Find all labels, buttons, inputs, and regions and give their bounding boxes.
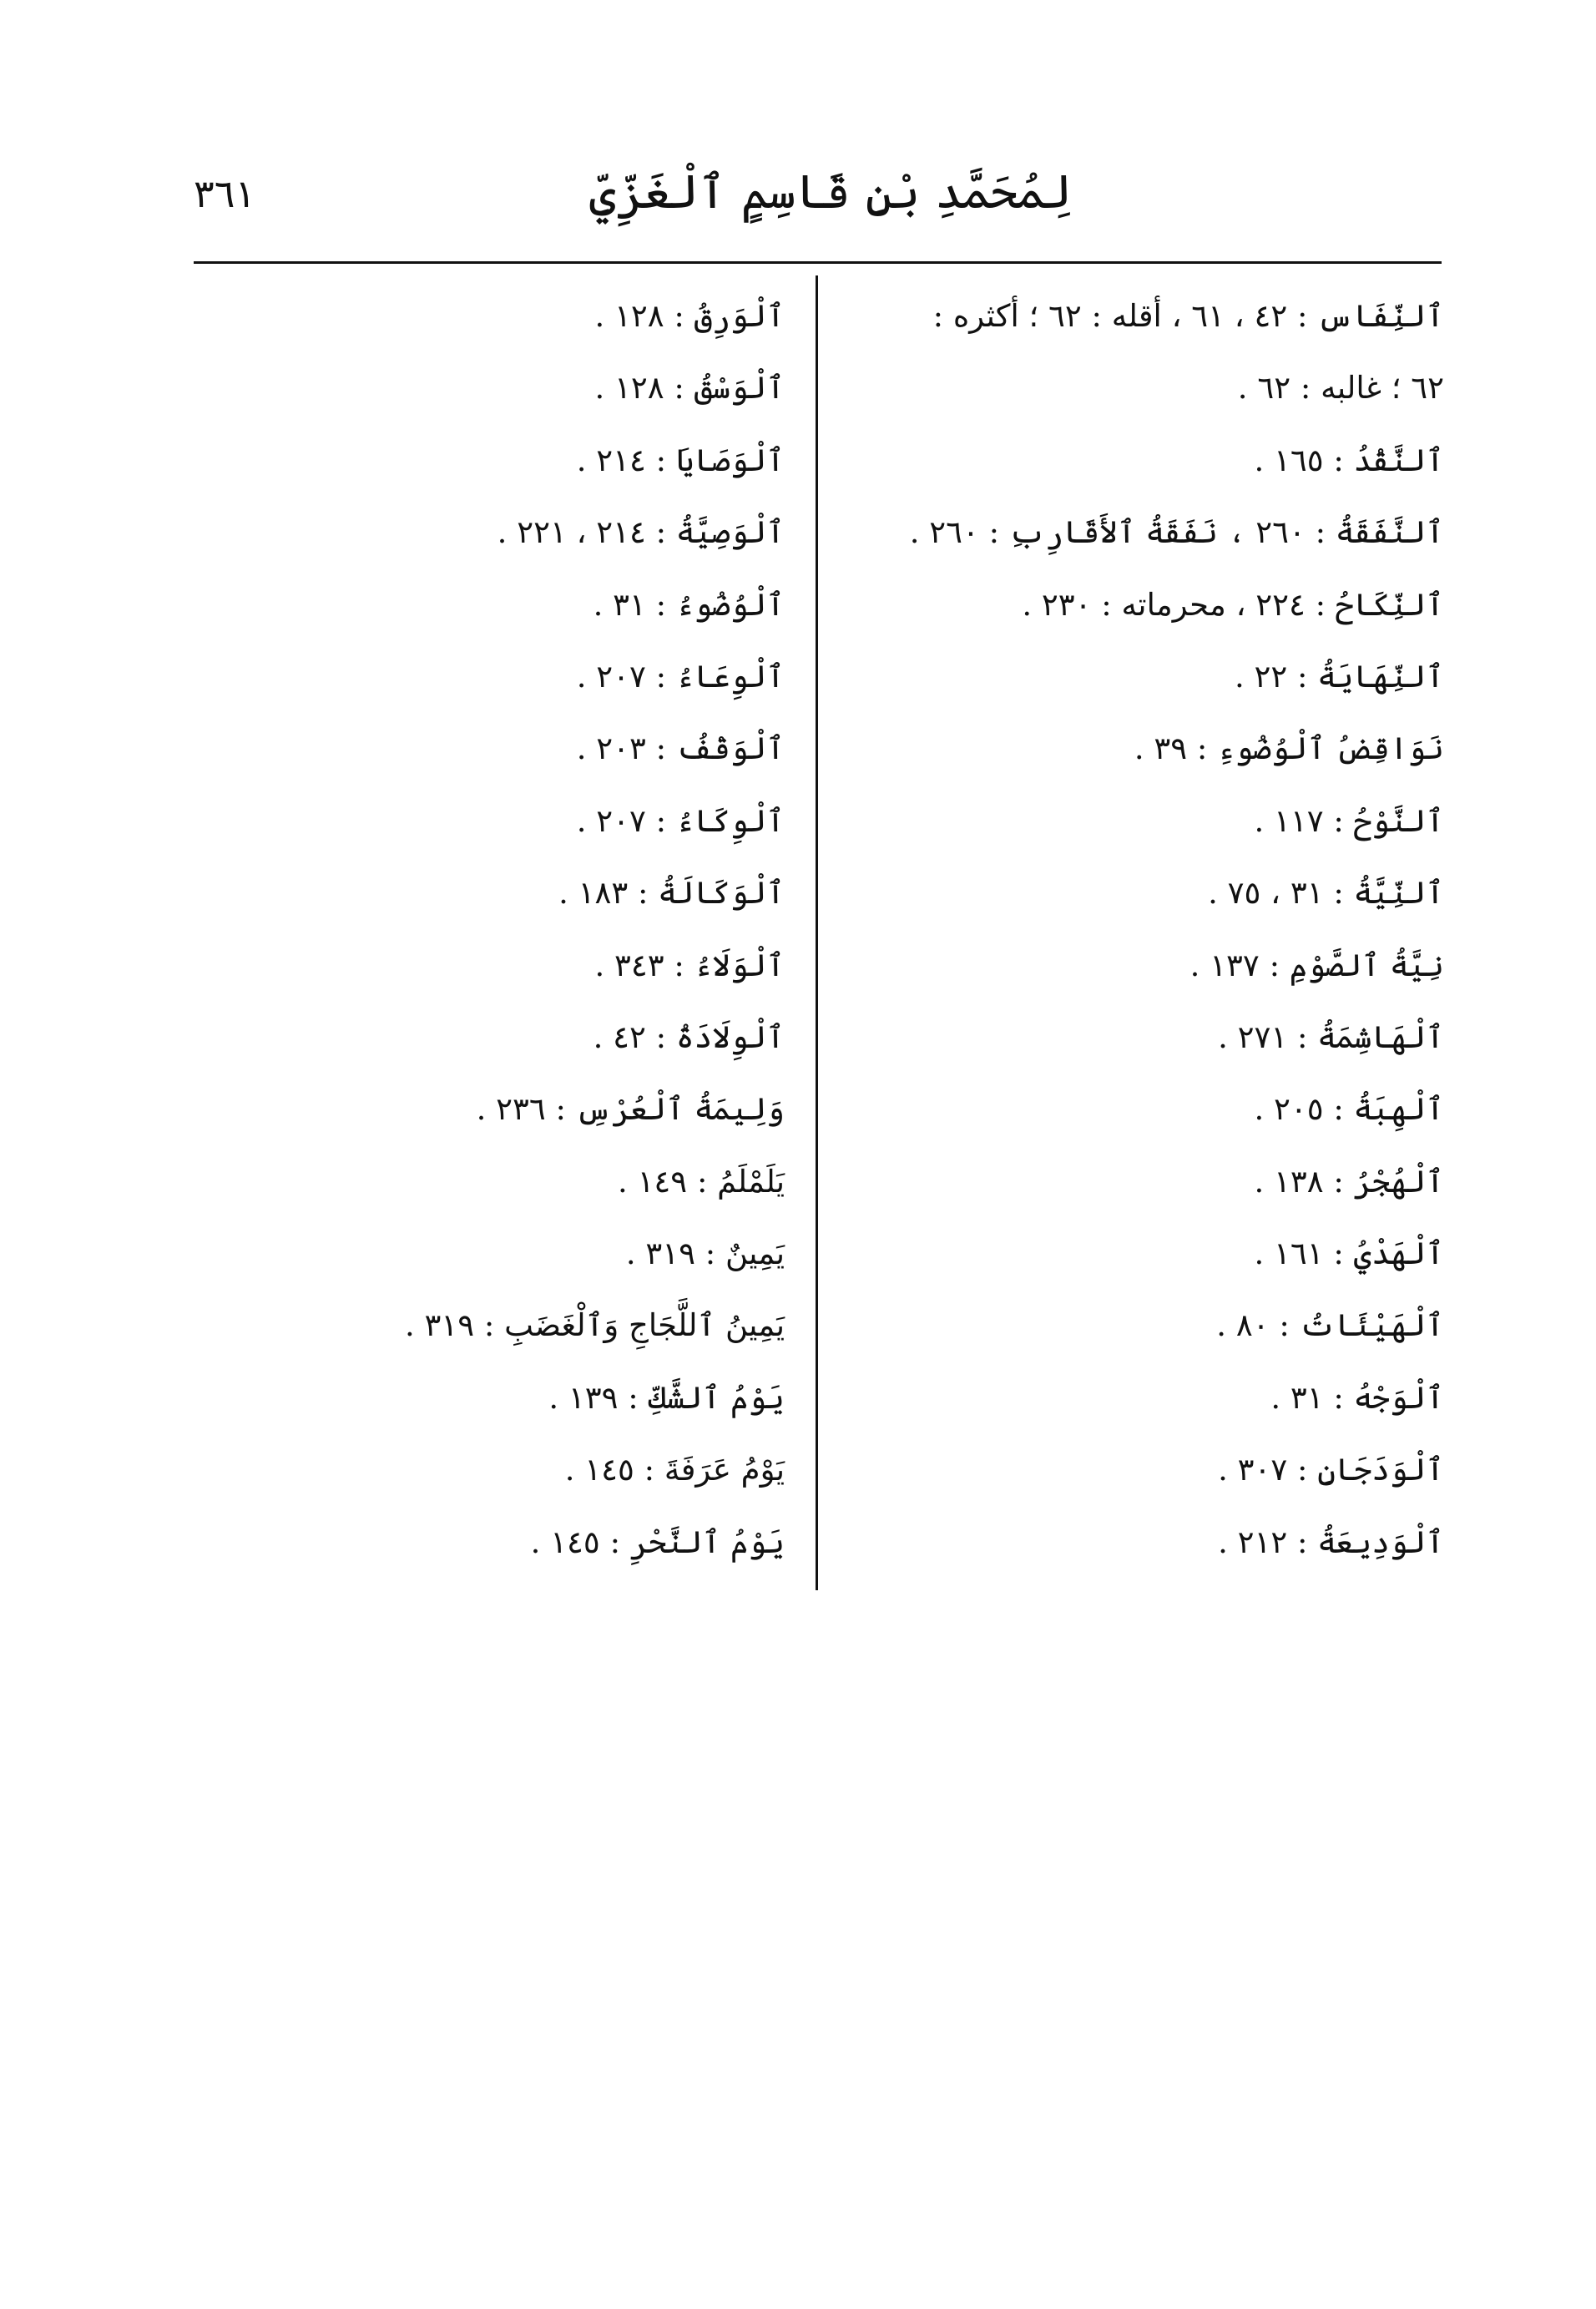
index-entry: ٱلنَّقْدُ : ١٦٥ . bbox=[1254, 442, 1444, 478]
index-entry: يَوْمُ ٱلنَّحْرِ : ١٤٥ . bbox=[530, 1523, 785, 1560]
index-entry: ٱلنَّفَقَةُ : ٢٦٠ ، نَفَقَةُ ٱلأَقَارِبِ : ٢٦٠ . bbox=[909, 514, 1444, 551]
index-entry: ٱلْهَاشِمَةُ : ٢٧١ . bbox=[1218, 1018, 1444, 1055]
header-rule bbox=[194, 261, 1442, 264]
running-title: لِمُحَمَّدِ بْنِ قَاسِمٍ ٱلْغَزِّيِّ bbox=[588, 165, 1073, 220]
index-entry: يَلَمْلَمُ : ١٤٩ . bbox=[618, 1163, 785, 1200]
index-entry: ٱلْوَقْفُ : ٢٠٣ . bbox=[576, 730, 785, 767]
index-entry: ٱلنِّكَاحُ : ٢٢٤ ، محرماته : ٢٣٠ . bbox=[1022, 586, 1444, 623]
index-entry: ٱلْوَدِيعَةُ : ٢١٢ . bbox=[1218, 1523, 1444, 1560]
index-entry: ٱلْوُضُوءُ : ٣١ . bbox=[593, 586, 785, 623]
index-entry: ٱلْوِكَاءُ : ٢٠٧ . bbox=[576, 802, 785, 839]
index-entry: ٱلنِّهَايَةُ : ٢٢ . bbox=[1234, 658, 1444, 695]
index-entry: يَوْمُ عَرَفَةَ : ١٤٥ . bbox=[564, 1452, 785, 1488]
index-entry: ٱلْهَدْيُ : ١٦١ . bbox=[1254, 1235, 1444, 1272]
index-entry: ٱلنَّوْحُ : ١١٧ . bbox=[1254, 802, 1444, 839]
index-entry: ٱلْوَسْقُ : ١٢٨ . bbox=[594, 370, 785, 407]
index-entry: ٱلْوَكَالَةُ : ١٨٣ . bbox=[558, 875, 785, 912]
index-entry: ٱلنِّفَاس : ٤٢ ، ٦١ ، أقله : ٦٢ ؛ أكثره : bbox=[932, 298, 1444, 334]
index-entry: ٱلْوَدَجَانِ : ٣٠٧ . bbox=[1218, 1452, 1444, 1488]
page-number: ٣٦١ bbox=[194, 171, 256, 216]
index-entry: نِيَّةُ ٱلصَّوْمِ : ١٣٧ . bbox=[1189, 947, 1444, 983]
index-entry: ٱلْوِلَادَةُ : ٤٢ . bbox=[593, 1018, 785, 1055]
index-entry: نَوَاقِضُ ٱلْوُضُوءِ : ٣٩ . bbox=[1134, 730, 1444, 767]
index-entry: ٱلْوَجْهُ : ٣١ . bbox=[1270, 1379, 1444, 1416]
index-column-right bbox=[835, 280, 1444, 1579]
index-entry: يَمِينٌ : ٣١٩ . bbox=[625, 1235, 785, 1272]
index-column-left bbox=[317, 280, 785, 1579]
index-entry: وَلِيمَةُ ٱلْعُرْسِ : ٢٣٦ . bbox=[476, 1091, 785, 1128]
index-entry: ٱلْوِعَاءُ : ٢٠٧ . bbox=[576, 658, 785, 695]
index-entry: ٱلنِّيَّةُ : ٣١ ، ٧٥ . bbox=[1208, 875, 1444, 912]
index-entry: يَوْمُ ٱلشَّكِّ : ١٣٩ . bbox=[548, 1379, 785, 1416]
index-entry: ٱلْوَرِقُ : ١٢٨ . bbox=[594, 298, 785, 334]
index-entry: ٱلْوَصِيَّةُ : ٢١٤ ، ٢٢١ . bbox=[497, 514, 785, 551]
index-entry: ٱلْوَلَاءُ : ٣٤٣ . bbox=[594, 947, 785, 983]
index-entry: ٱلْوَصَايَا : ٢١٤ . bbox=[576, 442, 785, 478]
index-entry: يَمِينُ ٱللَّجَاجِ وَٱلْغَضَبِ : ٣١٩ . bbox=[404, 1307, 785, 1344]
index-entry: ٱلْهِبَةُ : ٢٠٥ . bbox=[1254, 1091, 1444, 1128]
column-divider bbox=[816, 275, 818, 1590]
index-entry: ٱلْهُجْرُ : ١٣٨ . bbox=[1254, 1163, 1444, 1200]
index-entry: ٦٢ ؛ غالبه : ٦٢ . bbox=[1237, 370, 1444, 407]
index-entry: ٱلْهَيْئَاتُ : ٨٠ . bbox=[1216, 1307, 1444, 1344]
